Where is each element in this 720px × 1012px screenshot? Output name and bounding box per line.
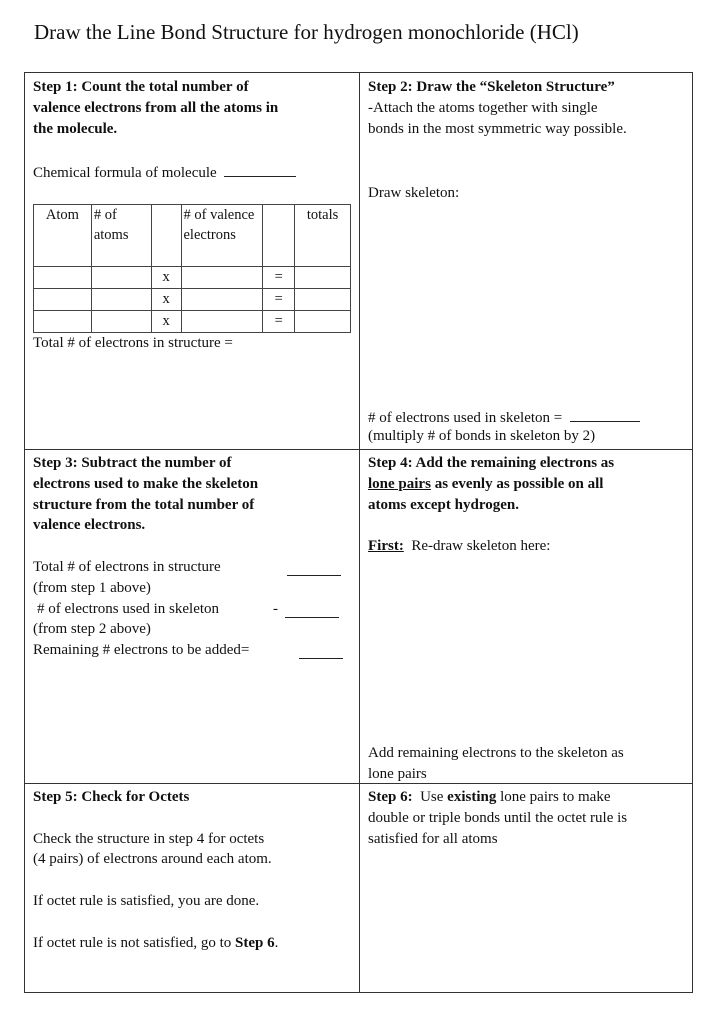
step2-text-line-1: -Attach the atoms together with single: [368, 99, 598, 116]
cell-equals: =: [263, 289, 295, 311]
step1-cell: [33, 77, 353, 447]
step4-heading-line-1: Step 4: Add the remaining electrons as: [368, 455, 615, 471]
step3-line-1: [33, 557, 353, 578]
cell-total[interactable]: [295, 289, 351, 311]
step5-text-line-1: Check the structure in step 4 for octets: [33, 830, 265, 847]
step3-total-note: (from step 1 above): [33, 579, 151, 596]
total-electrons-label: Total # of electrons in structure =: [33, 335, 233, 351]
step3-used-note: (from step 2 above): [33, 621, 151, 638]
draw-skeleton-label: Draw skeleton:: [368, 185, 460, 201]
table-row: [34, 311, 351, 333]
cell-total[interactable]: [295, 311, 351, 333]
formula-line: [33, 160, 353, 184]
goto-period: .: [274, 934, 279, 951]
step6-line-1: [368, 787, 690, 808]
table-header-row: [34, 205, 351, 267]
table-row: [34, 289, 351, 311]
step6-text-b: lone pairs to make: [500, 789, 611, 805]
step1-heading-line-3: the molecule.: [33, 120, 118, 137]
atoms-table: [33, 204, 351, 333]
step4-heading-line-2: [368, 474, 690, 495]
step3-heading-line-2: electrons used to make the skeleton: [33, 475, 259, 492]
minus-sign: -: [273, 600, 278, 617]
row-divider-1: [25, 449, 692, 450]
step6-text-line-3: satisfied for all atoms: [368, 830, 498, 847]
table-row: [34, 267, 351, 289]
step3-used-blank[interactable]: [285, 601, 339, 618]
step2-cell: [368, 77, 690, 447]
step5-cell: [33, 787, 353, 987]
cell-valence[interactable]: [181, 289, 263, 311]
cell-num-atoms[interactable]: [91, 267, 151, 289]
octet-satisfied-text: If octet rule is satisfied, you are done.: [33, 892, 260, 909]
step4-cell: [368, 453, 690, 782]
cell-equals: =: [263, 267, 295, 289]
step3-total-label: Total # of electrons in structure: [33, 558, 221, 575]
row-divider-2: [25, 783, 692, 784]
step4-first-line: [368, 536, 690, 557]
step4-heading-line-2-rest: as evenly as possible on all: [434, 475, 604, 492]
step1-heading-line-1: Step 1: Count the total number of: [33, 79, 249, 95]
octet-not-satisfied-text: If octet rule is not satisfied, go to: [33, 934, 232, 951]
cell-atom[interactable]: [34, 267, 92, 289]
step2-heading: Step 2: Draw the “Skeleton Structure”: [368, 79, 615, 95]
first-label: First:: [368, 538, 404, 555]
step1-heading-line-2: valence electrons from all the atoms in: [33, 99, 279, 116]
step6-cell: [368, 787, 690, 987]
formula-blank[interactable]: [224, 160, 296, 177]
column-divider: [359, 73, 360, 992]
skeleton-electrons-label: # of electrons used in skeleton =: [368, 410, 563, 426]
cell-num-atoms[interactable]: [91, 311, 151, 333]
step6-text-a: Use: [420, 789, 444, 805]
cell-times: x: [151, 267, 181, 289]
step3-used-label: # of electrons used in skeleton: [37, 600, 220, 617]
header-equals-col: [263, 205, 295, 267]
existing-bold: existing: [447, 789, 497, 805]
step6-label: Step 6:: [368, 789, 413, 805]
step6-text-line-2: double or triple bonds until the octet rule is: [368, 809, 628, 826]
header-atom: Atom: [34, 205, 92, 267]
step4-add-line-1: Add remaining electrons to the skeleton as: [368, 745, 624, 761]
header-valence: # of valence electrons: [181, 205, 263, 267]
cell-num-atoms[interactable]: [91, 289, 151, 311]
cell-atom[interactable]: [34, 311, 92, 333]
header-num-atoms: # of atoms: [91, 205, 151, 267]
step2-text-line-2: bonds in the most symmetric way possible.: [368, 120, 627, 137]
step3-heading-line-4: valence electrons.: [33, 517, 146, 534]
step4-heading-line-3: atoms except hydrogen.: [368, 496, 519, 513]
step3-line-2: [33, 599, 353, 620]
skeleton-note: (multiply # of bonds in skeleton by 2): [368, 428, 596, 444]
step5-heading: Step 5: Check for Octets: [33, 789, 190, 805]
first-text: Re-draw skeleton here:: [411, 538, 551, 555]
cell-equals: =: [263, 311, 295, 333]
header-times-col: [151, 205, 181, 267]
cell-valence[interactable]: [181, 267, 263, 289]
cell-atom[interactable]: [34, 289, 92, 311]
lone-pairs-underlined: lone pairs: [368, 475, 431, 492]
cell-times: x: [151, 289, 181, 311]
step3-cell: [33, 453, 353, 779]
step3-remaining-label: Remaining # electrons to be added=: [33, 642, 250, 659]
goto-step6: Step 6: [235, 934, 275, 951]
header-totals: totals: [295, 205, 351, 267]
step4-add-line-2: lone pairs: [368, 766, 427, 782]
cell-times: x: [151, 311, 181, 333]
steps-grid: [24, 72, 693, 993]
formula-label: Chemical formula of molecule: [33, 165, 217, 182]
cell-valence[interactable]: [181, 311, 263, 333]
step3-heading-line-1: Step 3: Subtract the number of: [33, 455, 232, 471]
step3-total-blank[interactable]: [287, 559, 341, 576]
worksheet-title: Draw the Line Bond Structure for hydrogen monochloride (HCl): [34, 20, 579, 44]
step3-remaining-blank[interactable]: [299, 642, 343, 659]
step5-text-line-2: (4 pairs) of electrons around each atom.: [33, 851, 272, 868]
step3-line-3: [33, 640, 353, 661]
skeleton-electrons-blank[interactable]: [570, 405, 640, 422]
octet-not-satisfied-line: [33, 933, 353, 954]
cell-total[interactable]: [295, 267, 351, 289]
step3-heading-line-3: structure from the total number of: [33, 496, 255, 513]
